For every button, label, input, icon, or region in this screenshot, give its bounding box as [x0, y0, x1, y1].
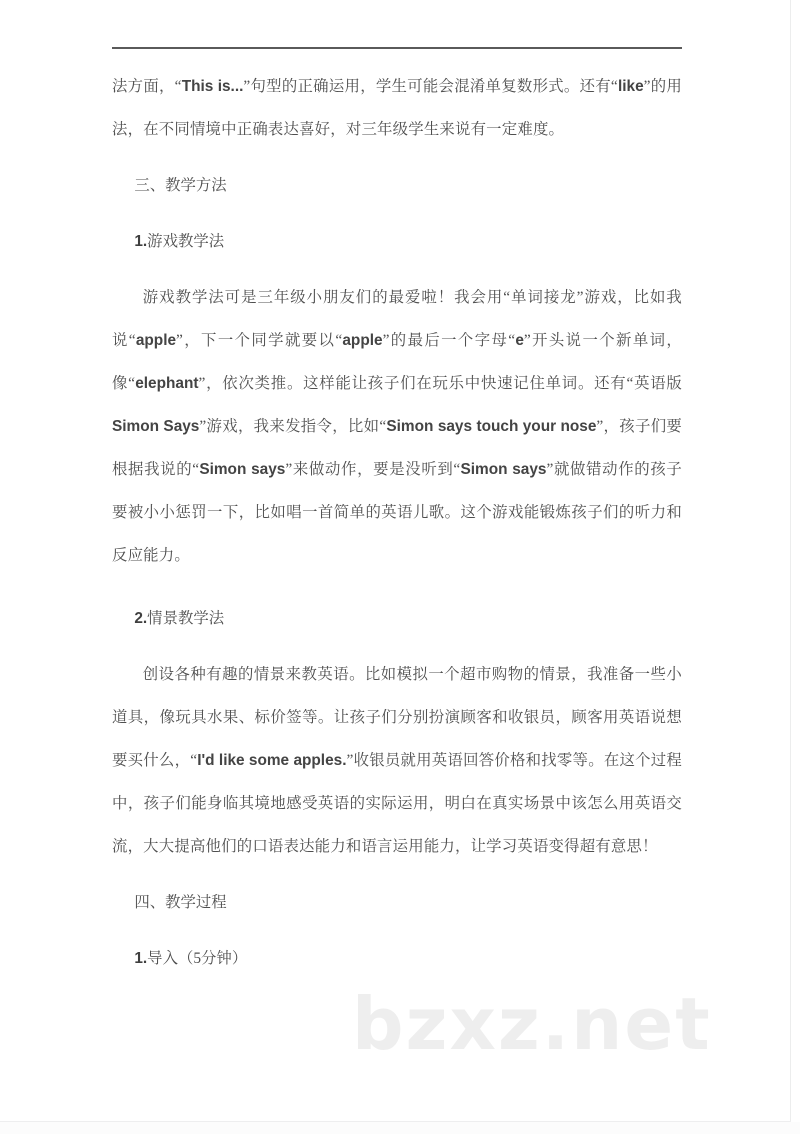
cjk-run: ”开头说一个新单词，像“	[112, 332, 682, 392]
cjk-run: ”就做错动作的孩子要被小小惩罚一下，比如唱一首简单的英语儿歌。这个游戏能锻炼孩子们的听力和反应能力。	[112, 461, 682, 564]
heading-number: 1.	[134, 233, 148, 250]
latin-run: elephant	[135, 375, 199, 392]
latin-run: Simon Says	[112, 418, 200, 435]
latin-run: apple	[135, 332, 177, 349]
cjk-run: ”收银员就用英语回答价格和找零等。在这个过程中，孩子们能身临其境地感受英语的实际运用，明白在真实场景中该怎么用英语交流，大大提高他们的口语表达能力和语言运用能力，让学习英语变得超有意思！	[112, 752, 683, 855]
latin-run: e	[515, 332, 524, 349]
heading-number: 2.	[134, 610, 148, 627]
document-body	[112, 65, 682, 980]
page-edge-bottom	[0, 1121, 791, 1122]
site-watermark: bzxz.net	[352, 982, 712, 1066]
cjk-run: ”句型的正确运用，学生可能会混淆单复数形式。还有“	[243, 78, 618, 95]
cjk-run: ”，孩子们要根据我说的“	[112, 418, 682, 478]
cjk-run: ”的用法，在不同情境中正确表达喜好，对三年级学生来说有一定难度。	[112, 78, 682, 138]
spacer	[112, 868, 682, 881]
cjk-run: 创设各种有趣的情景来教英语。比如模拟一个超市购物的情景，我准备一些小道具，像玩具水果、标价签等。让孩子们分别扮演顾客和收银员，顾客用英语说想要买什么，“	[112, 666, 682, 769]
page-edge-bottom-band	[0, 1122, 800, 1134]
latin-run: I'd like some apples.	[197, 752, 347, 769]
heading-situational-method	[112, 597, 682, 640]
heading-game-method	[112, 220, 682, 263]
heading-label: 导入（5分钟）	[147, 950, 248, 967]
spacer	[112, 640, 682, 653]
latin-run: Simon says touch your nose	[386, 418, 597, 435]
spacer	[112, 151, 682, 164]
cjk-run: ”来做动作，要是没听到“	[285, 461, 461, 478]
latin-run: This is...	[181, 78, 244, 95]
heading-label: 游戏教学法	[147, 233, 225, 250]
cjk-run: 法方面，“	[112, 78, 182, 95]
cjk-run: ”游戏，我来发指令，比如“	[199, 418, 387, 435]
latin-run: Simon says	[199, 461, 286, 478]
paragraph-situational-method-body	[112, 653, 682, 868]
paragraph-grammar-difficulty	[112, 65, 682, 151]
latin-run: like	[617, 78, 644, 95]
spacer	[112, 207, 682, 220]
heading-label: 情景教学法	[147, 610, 225, 627]
spacer	[112, 577, 682, 597]
page-edge-right	[790, 0, 791, 1122]
heading-teaching-methods: 三、教学方法	[134, 177, 227, 194]
spacer	[112, 263, 682, 276]
cjk-run: 游戏教学法可是三年级小朋友们的最爱啦！我会用“单词接龙”游戏，比如我说“	[112, 289, 682, 349]
heading-lead-in	[112, 937, 682, 980]
cjk-run: ”，依次类推。这样能让孩子们在玩乐中快速记住单词。还有“英语版	[198, 375, 682, 392]
paragraph-game-method-body	[112, 276, 682, 577]
heading-number: 1.	[134, 950, 148, 967]
latin-run: Simon says	[460, 461, 547, 478]
cjk-run: ”，下一个同学就要以“	[176, 332, 343, 349]
header-rule	[112, 47, 682, 49]
spacer	[112, 924, 682, 937]
latin-run: apple	[342, 332, 383, 349]
page-content	[112, 0, 682, 980]
cjk-run: ”的最后一个字母“	[382, 332, 516, 349]
heading-teaching-process: 四、教学过程	[134, 894, 227, 911]
